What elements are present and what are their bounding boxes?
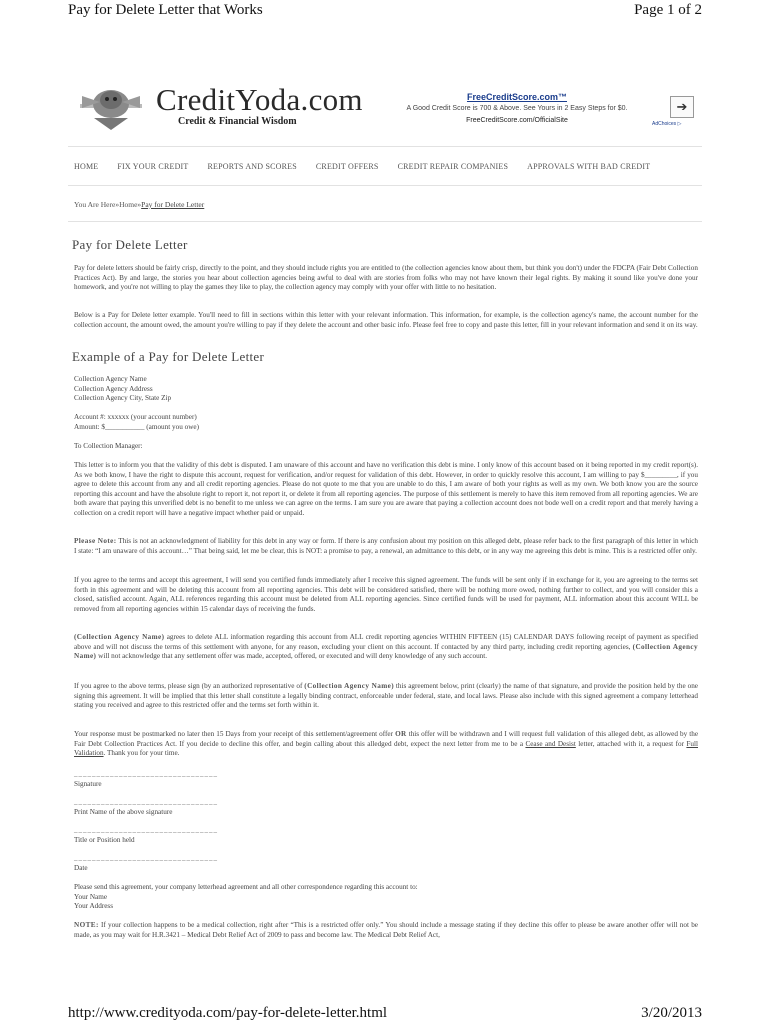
intro-paragraph-1: Pay for delete letters should be fairly crisp, directly to the point, and they should include rights you are entitled to (the collection agencies know about them, but think you don't) under the FDCPA (Fair Debt Collection Practices Act). By and large, the stories you hear about collection agencies being awful to deal with are stories from folks who may not have known their legal rights. By making it sound like you've done your homework, and you're not willing to play the games they like to play, the collection agency may comply with your offer with little to no hesitation.: [74, 264, 698, 291]
logo-brand: CreditYoda.com: [156, 82, 363, 117]
signature-label: Signature: [74, 780, 102, 788]
agency-address: [74, 375, 698, 404]
address-line: Collection Agency Address: [74, 384, 153, 393]
agency-name-placeholder: (Collection Agency Name): [74, 642, 698, 660]
address-line: Collection Agency City, State Zip: [74, 394, 172, 402]
body-text: . Thank you for your time.: [103, 749, 180, 757]
date-label: Date: [74, 864, 88, 872]
signature-line: ________________________________: [74, 770, 218, 778]
closing-text: Please send this agreement, your company letterhead agreement and all other correspondence regarding this account to:: [74, 883, 418, 891]
letter-body-1: This letter is to inform you that the validity of this debt is disputed. I am unaware of this account and have no verification this debt is mine. I only know of this account based on it being reported in my credit report(s). As we both know, I have the right to dispute this account, request for verification, and/or request for validation of this debt. However, in order to quickly resolve this account, I am willing to pay $_________, if you agree to delete this account from any and all credit reporting agencies. Please do not quote to me that you are unable to do this, I am aware of both your rights as well as my own. We both know you are the source reporting this account and have the absolute right to report it, not report it, or delete it from all reporting agencies. The purpose of this settlement is merely to have this item removed from all reporting agencies. We are both aware that paying this unverified debt is no benefit to me unless we can agree on the terms. I am sure you are aware that paying a collection account does not bode well on a credit report and that merely having a collection on a credit report will have a negative impact whether paid or unpaid.: [74, 461, 698, 517]
divider: [68, 185, 702, 186]
closing-block: [74, 883, 698, 912]
note-text: If your collection happens to be a medical collection, right after “This is a restricted offer only.” You should include a message stating if they decline this offer to please be aware another offer will not be made, as you may wait for H.R.3421 – Medical Debt Relief Act of 2009 to pass and become law. The Medical Debt Relief Act,: [74, 921, 698, 939]
account-number: Account #: xxxxxx (your account number): [74, 413, 197, 421]
nav-home[interactable]: HOME: [74, 162, 99, 171]
ad-description: A Good Credit Score is 700 & Above. See Yours in 2 Easy Steps for $0.: [406, 105, 628, 112]
please-note-paragraph: [74, 537, 698, 556]
body-text: If you agree to the above terms, please sign (by an authorized representative of: [74, 682, 305, 690]
ad-title[interactable]: FreeCreditScore.com™: [466, 92, 568, 102]
letter-body-5: [74, 730, 698, 759]
page-footer: [68, 1005, 702, 1022]
print-name-label: Print Name of the above signature: [74, 808, 173, 816]
body-text: agrees to delete ALL information regarding this account from ALL credit reporting agencies WITHIN FIFTEEN (15) CALENDAR DAYS following receipt of payment as specified above and will not discuss the terms of this settlement with anyone, for any reason, excluding your client on this account. If contacted by any third party, including credit reporting agencies,: [74, 633, 698, 651]
your-address: Your Address: [74, 902, 114, 910]
logo-tagline: Credit & Financial Wisdom: [178, 116, 297, 127]
account-amount: Amount: $___________ (amount you owe): [74, 422, 199, 431]
section-heading: Example of a Pay for Delete Letter: [72, 349, 265, 364]
breadcrumb: [74, 200, 204, 209]
agency-name-placeholder: (Collection Agency Name): [304, 682, 394, 690]
page-header: [68, 2, 702, 19]
salutation: To Collection Manager:: [74, 442, 143, 450]
site-logo[interactable]: [74, 82, 363, 134]
divider: [68, 221, 702, 222]
medical-note-paragraph: [74, 921, 698, 940]
your-name: Your Name: [74, 892, 108, 901]
note-text: This is not an acknowledgment of liability for this debt in any way or form. If there is any confusion about my position on this alleged debt, please refer back to the first paragraph of this letter in which I state: “I am unaware of this account…” That being said, let me be clear, this is NOT: a promise to pay, a renewal, an admittance to this debt, or in any way me agreeing this debt is mine. This is a restricted offer only.: [74, 537, 698, 555]
main-nav: [74, 162, 650, 171]
agency-name-placeholder: (Collection Agency Name): [74, 633, 165, 641]
cease-and-desist-link[interactable]: Cease and Desist: [525, 739, 576, 748]
breadcrumb-current[interactable]: Pay for Delete Letter: [141, 200, 205, 209]
title-label: Title or Position held: [74, 836, 135, 844]
ad-url[interactable]: FreeCreditScore.com/OfficialSite: [466, 117, 568, 124]
divider: [68, 146, 702, 147]
nav-reports-and-scores[interactable]: REPORTS AND SCORES: [207, 162, 297, 171]
footer-date: 3/20/2013: [641, 1005, 702, 1021]
footer-url: http://www.credityoda.com/pay-for-delete-letter.html: [68, 1005, 388, 1021]
body-text: will not acknowledge that any settlement offer was made, accepted, offered, or executed and will deny knowledge of any such account.: [96, 652, 488, 660]
note-label: Please Note:: [74, 537, 117, 545]
letter-body-4: [74, 682, 698, 711]
nav-approvals-with-bad-credit[interactable]: APPROVALS WITH BAD CREDIT: [527, 162, 651, 171]
signature-line: ________________________________: [74, 826, 218, 834]
signature-line: ________________________________: [74, 798, 218, 806]
yoda-mascot-icon: [74, 82, 148, 132]
letter-body-3: [74, 633, 698, 662]
body-text: this offer will be withdrawn and I will request full validation of this alleged debt, as allowed by the Fair Debt Collection Practices Act. If you decide to decline this offer, and begin calling about this alledged debt, expect the next letter from me to be a: [74, 730, 699, 748]
ad-arrow-icon[interactable]: ➔: [670, 96, 694, 118]
adchoices-link[interactable]: AdChoices ▷: [652, 121, 682, 127]
nav-fix-your-credit[interactable]: FIX YOUR CREDIT: [117, 162, 189, 171]
nav-credit-repair-companies[interactable]: CREDIT REPAIR COMPANIES: [397, 162, 509, 171]
body-text: letter, attached with it, a request for: [575, 739, 687, 748]
letter-body-2: If you agree to the terms and accept this agreement, I will send you certified funds immediately after I receive this signed agreement. The funds will be sent only if in exchange for it, you are agreeing to the terms set forth in this agreement and will be deleting this account from all reporting agencies. This debt will be considered satisfied, there will be nothing more owed, nothing further to collect, and you will consider this a closed, satisfied account. Again, ALL references regarding this account must be deleted from ALL reporting agencies. Since certified funds will be used for payment, ALL information about this account WILL be removed from all reporting agencies within 15 calendar days of receiving the funds.: [74, 576, 698, 613]
page-number: Page 1 of 2: [634, 2, 702, 18]
body-text: this agreement below, print (clearly) the name of that signature, and provide the position held by the one signing this agreement. It will be implied that this letter shall constitute a legally binding contract, enforceable under federal, state, and local laws. Please also include with this signed agreement a company letterhead stating you received and agree to this restricted offer and the terms set forth within it.: [74, 682, 698, 709]
note-label: NOTE:: [74, 921, 99, 929]
ad-banner[interactable]: [400, 92, 696, 132]
intro-paragraph-2: Below is a Pay for Delete letter example. You'll need to fill in sections within this letter with your relevant information. This information, for example, is the collection agency's name, the account number for the collection account, the amount owed, the amount you're willing to pay if they delete the account and other basic info. Please feel free to copy and paste this letter, fill in your relevant information and send it on its way.: [74, 311, 698, 329]
full-validation-link[interactable]: Full Validation: [74, 739, 698, 757]
signature-line: ________________________________: [74, 854, 218, 862]
breadcrumb-prefix[interactable]: You Are Here»Home»: [74, 200, 142, 209]
or-emphasis: OR: [395, 730, 407, 738]
account-info: [74, 413, 698, 432]
page-header-title: Pay for Delete Letter that Works: [68, 2, 263, 18]
nav-credit-offers[interactable]: CREDIT OFFERS: [315, 162, 379, 171]
body-text: Your response must be postmarked no later then 15 Days from your receipt of this settlement/agreement offer: [74, 730, 396, 738]
page-title: Pay for Delete Letter: [72, 237, 188, 252]
address-line: Collection Agency Name: [74, 375, 147, 383]
